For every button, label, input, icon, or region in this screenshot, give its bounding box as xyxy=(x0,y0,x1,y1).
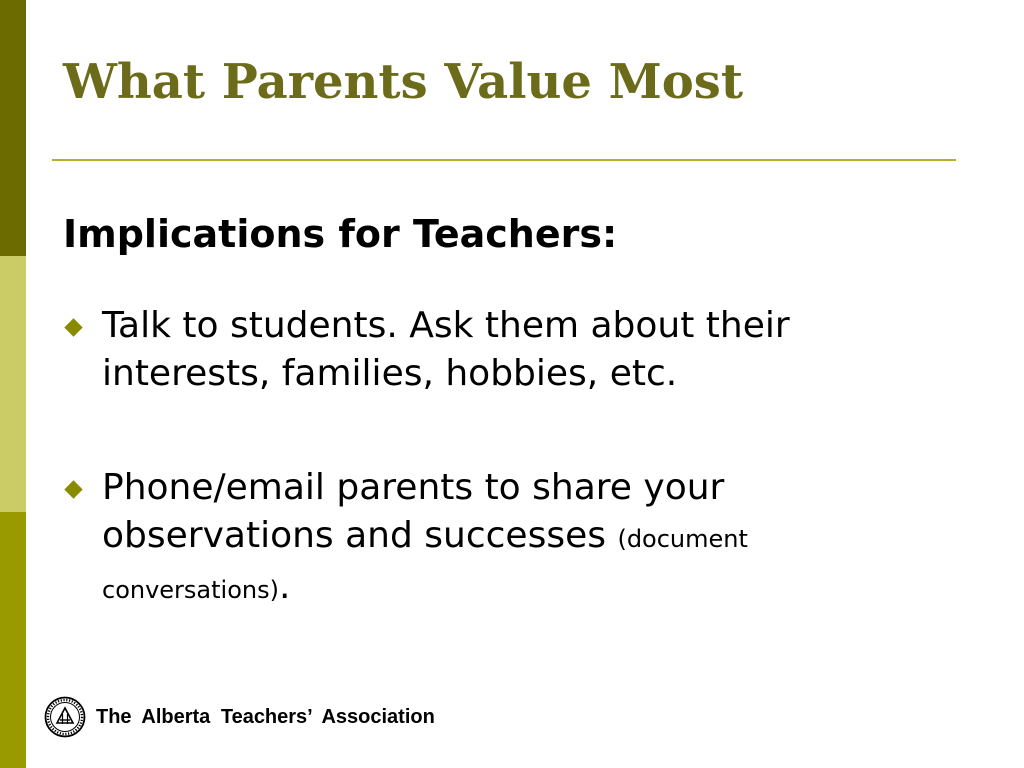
accent-bar-bottom xyxy=(0,512,26,768)
ata-seal-icon xyxy=(44,696,86,738)
bullet-text xyxy=(102,464,942,614)
accent-bar-top xyxy=(0,0,26,256)
bullet-item xyxy=(62,464,942,614)
bullet-item xyxy=(62,302,942,398)
bullet-text-main: Phone/email parents to share your observations and successes xyxy=(102,467,725,556)
bullet-text-main: Talk to students. Ask them about their interests, families, hobbies, etc. xyxy=(102,305,790,394)
organization-name: The Alberta Teachers’ Association xyxy=(96,705,435,728)
diamond-bullet-icon xyxy=(64,480,82,498)
bullet-text xyxy=(102,302,942,398)
diamond-bullet-icon xyxy=(64,318,82,336)
accent-bar-middle xyxy=(0,256,26,512)
footer xyxy=(44,696,435,738)
title-divider xyxy=(52,159,956,161)
bullet-end-punctuation: . xyxy=(278,566,291,607)
slide-subheading: Implications for Teachers: xyxy=(63,212,618,256)
slide-title: What Parents Value Most xyxy=(63,54,743,110)
bullet-note: (document conversations) xyxy=(102,525,748,604)
